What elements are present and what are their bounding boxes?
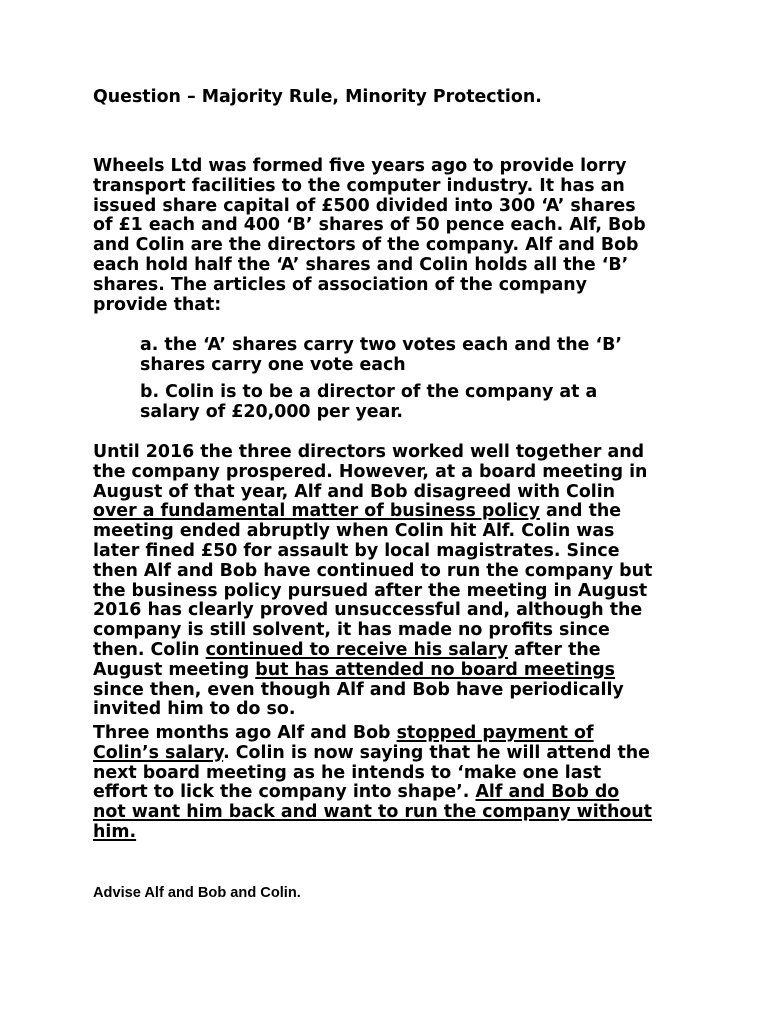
text-line: 2016 has clearly proved unsuccessful and, although the	[93, 600, 643, 621]
text-span: effort to lick the company into shape’.	[93, 782, 476, 803]
text-line: since then, even though Alf and Bob have periodically	[93, 679, 624, 700]
facts-paragraph-2	[93, 443, 693, 720]
facts-paragraph-3	[93, 724, 693, 843]
underlined-phrase: not want him back and want to run the company without	[93, 802, 652, 823]
underlined-phrase: him.	[93, 821, 137, 842]
underlined-phrase: stopped payment of	[396, 723, 594, 743]
text-line: Until 2016 the three directors worked well together and	[93, 442, 645, 462]
text-span: August meeting	[93, 659, 256, 680]
underlined-phrase: continued to receive his salary	[205, 639, 508, 660]
text-line	[93, 661, 693, 681]
text-span: then. Colin	[93, 639, 206, 660]
text-line: a. the ‘A’ shares carry two votes each and the ‘B’	[140, 335, 622, 355]
text-line: later fined £50 for assault by local magistrates. Since	[93, 540, 620, 561]
text-line: issued share capital of £500 divided into 300 ‘A’ shares	[93, 195, 636, 216]
text-line	[93, 724, 693, 744]
text-line	[93, 783, 693, 803]
provision-b	[140, 383, 700, 423]
text-line	[93, 744, 693, 764]
text-span: . Colin is now saying that he will attend the	[223, 742, 650, 763]
text-line: the business policy pursued after the meeting in August	[93, 580, 648, 601]
text-line: meeting ended abruptly when Colin hit Alf. Colin was	[93, 521, 615, 542]
facts-paragraph-1	[93, 157, 693, 315]
text-line	[93, 823, 693, 843]
advise-instruction: Advise Alf and Bob and Colin.	[93, 885, 301, 901]
text-line: shares. The articles of association of the company	[93, 274, 588, 295]
text-span: Three months ago Alf and Bob	[93, 723, 397, 743]
text-line: each hold half the ‘A’ shares and Colin holds all the ‘B’	[93, 254, 629, 275]
text-line: Wheels Ltd was formed five years ago to provide lorry	[93, 156, 627, 176]
text-line: provide that:	[93, 294, 222, 315]
text-line: invited him to do so.	[93, 699, 296, 720]
underlined-phrase: over a fundamental matter of business policy	[93, 501, 540, 522]
text-line	[93, 502, 693, 522]
underlined-phrase: Colin’s salary	[93, 742, 224, 763]
text-line: b. Colin is to be a director of the company at a	[140, 382, 598, 402]
underlined-phrase: Alf and Bob do	[475, 782, 620, 803]
text-line: and Colin are the directors of the company. Alf and Bob	[93, 235, 639, 256]
text-line: August of that year, Alf and Bob disagreed with Colin	[93, 481, 616, 502]
underlined-phrase: but has attended no board meetings	[255, 659, 616, 680]
text-line	[93, 803, 693, 823]
text-line: transport facilities to the computer industry. It has an	[93, 175, 625, 196]
question-title: Question – Majority Rule, Minority Protection.	[93, 87, 542, 107]
text-line: then Alf and Bob have continued to run the company but	[93, 560, 653, 581]
text-line: of £1 each and 400 ‘B’ shares of 50 pence each. Alf, Bob	[93, 215, 646, 236]
text-line	[93, 641, 693, 661]
text-line: shares carry one vote each	[140, 354, 406, 375]
text-line: next board meeting as he intends to ‘make one last	[93, 762, 602, 783]
text-span: after the	[507, 639, 601, 660]
provision-a	[140, 336, 700, 376]
text-span: and the	[539, 501, 622, 522]
text-line: company is still solvent, it has made no profits since	[93, 620, 610, 641]
text-line: salary of £20,000 per year.	[140, 401, 404, 422]
text-line: the company prospered. However, at a board meeting in	[93, 461, 648, 482]
